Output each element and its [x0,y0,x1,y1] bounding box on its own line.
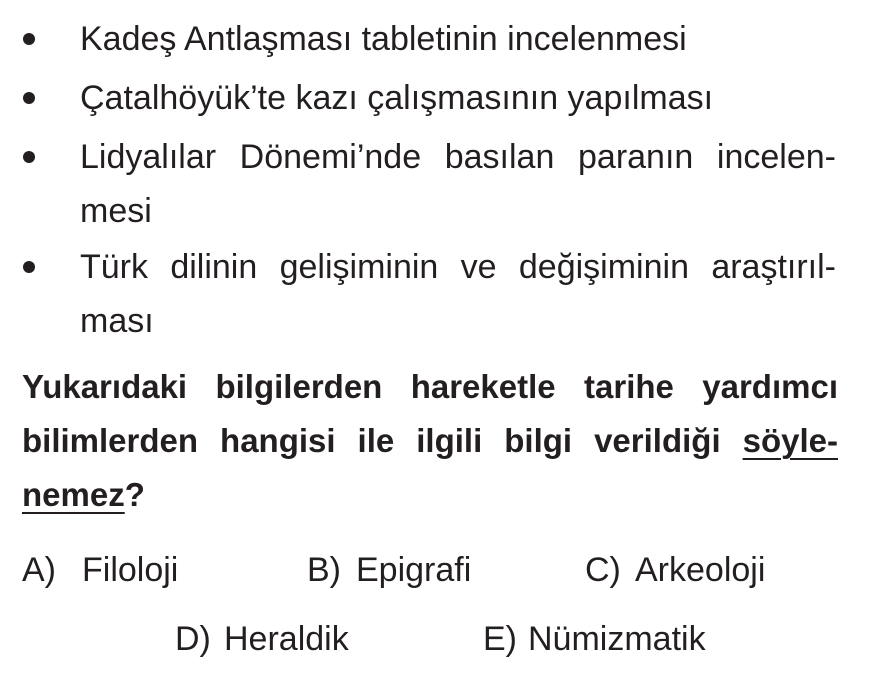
question-emphasis: söyle- [742,422,838,459]
list-item-line: mesi [80,192,152,230]
option-text: Epigrafi [356,551,472,589]
option-a[interactable] [22,550,178,590]
question-line: Yukarıdaki bilgilerden hareketle tarihe yardımcı [22,368,838,405]
question-fragment: bilimlerden hangisi ile ilgili bilgi verildiği [22,422,743,459]
option-letter: C) [585,551,621,589]
option-text: Filoloji [82,551,179,589]
question-fragment: ? [124,476,145,513]
option-c[interactable] [585,550,765,590]
option-letter: D) [175,620,211,658]
option-letter: A) [22,551,56,589]
list-item-text [80,12,836,66]
question-emphasis: nemez [22,476,125,513]
list-item-line: ması [80,302,154,340]
question-text [22,360,838,522]
list-item-line: Lidyalılar Dönemi’nde basılan paranın incelen- [80,138,836,176]
option-letter: B) [307,551,341,589]
option-text: Nümizmatik [528,620,706,658]
option-b[interactable] [307,550,471,590]
option-d[interactable] [175,619,349,659]
bullet-icon [23,261,35,273]
list-item-line: Türk dilinin gelişiminin ve değişiminin araştırıl- [80,248,836,286]
question-line [22,414,838,468]
option-text: Arkeoloji [635,551,766,589]
bullet-icon [23,151,35,163]
list-item-line: Kadeş Antlaşması tabletinin incelenmesi [80,20,687,58]
list-item-text [80,130,836,238]
option-text: Heraldik [224,620,349,658]
list-item-text [80,71,836,125]
bullet-icon [23,92,35,104]
list-item-line: Çatalhöyük’te kazı çalışmasının yapılması [80,79,714,117]
option-e[interactable] [483,619,706,659]
option-letter: E) [483,620,517,658]
bullet-icon [23,33,35,45]
list-item-text [80,240,836,348]
question-line [22,468,838,522]
